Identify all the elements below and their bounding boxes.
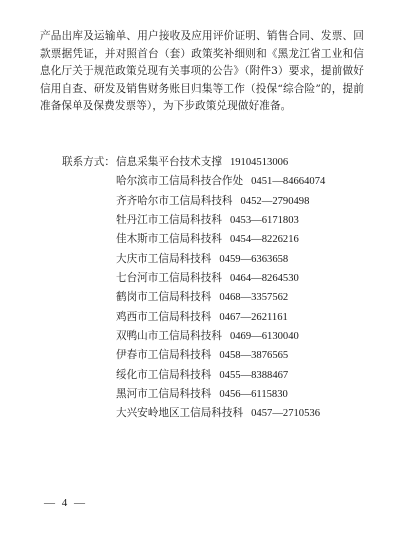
contact-row — [0, 327, 400, 346]
contact-phone: 0459—6363658 — [219, 253, 289, 265]
contact-phone: 0451—84664074 — [251, 176, 326, 188]
contact-phone: 0467—2621161 — [219, 311, 288, 323]
contact-entry — [116, 172, 325, 191]
contact-entry — [116, 346, 288, 365]
contact-row — [0, 404, 400, 423]
contact-org: 伊春市工信局科技科 — [116, 349, 212, 362]
contact-phone: 0454—8226216 — [229, 234, 299, 246]
contact-org: 黑河市工信局科技科 — [116, 388, 212, 401]
contact-row — [0, 192, 400, 211]
contact-row — [0, 153, 400, 172]
contact-entry — [116, 192, 309, 211]
contact-phone: 0455—8388467 — [219, 369, 289, 381]
contact-org: 信息采集平台技术支撑 — [116, 156, 222, 168]
contact-org: 牡丹江市工信局科技科 — [116, 214, 222, 227]
contact-row — [0, 211, 400, 230]
contact-org: 佳木斯市工信局科技科 — [116, 233, 222, 246]
contact-entry — [116, 366, 288, 385]
contact-entry — [116, 250, 288, 269]
contact-list — [0, 153, 400, 424]
contact-phone: 0457—2710536 — [251, 408, 320, 420]
contact-row — [0, 385, 400, 404]
contact-entry — [116, 308, 288, 327]
contact-row — [0, 288, 400, 307]
contact-row — [0, 250, 400, 269]
contact-org: 双鸭山市工信局科技科 — [116, 330, 222, 343]
contact-label: 联系方式： — [62, 156, 115, 168]
contact-org: 大兴安岭地区工信局科技科 — [116, 407, 244, 420]
contact-phone: 0456—6115830 — [219, 389, 288, 401]
contact-row — [0, 308, 400, 327]
contact-phone: 0469—6130040 — [229, 331, 299, 343]
contact-entry — [116, 153, 288, 172]
contact-entry — [116, 385, 288, 404]
contact-entry — [116, 230, 299, 249]
contact-entry — [116, 211, 299, 230]
contact-phone: 19104513006 — [229, 157, 289, 168]
contact-entry — [116, 269, 299, 288]
contact-org: 大庆市工信局科技科 — [116, 252, 212, 265]
contact-row — [0, 346, 400, 365]
contact-row — [0, 366, 400, 385]
contact-org: 齐齐哈尔市工信局科技科 — [116, 194, 233, 207]
contact-org: 哈尔滨市工信局科技合作处 — [116, 175, 244, 188]
body-paragraph: 产品出库及运输单、用户接收及应用评价证明、销售合同、发票、回款票据凭证，并对照首台（套）政策奖补细则和《黑龙江省工业和信息化厅关于规范政策兑现有关事项的公告》（附件3）要求，提前做好信用自查、研发及销售财务账目归集等工作（投保“综合险”的，提前准备保单及保费发票等），为下步政策兑现做好准备。 — [40, 30, 364, 112]
contact-entry — [116, 327, 299, 346]
page-number: — 4 — — [44, 497, 87, 509]
contact-org: 鹤岗市工信局科技科 — [116, 291, 212, 304]
contact-phone: 0468—3357562 — [219, 292, 289, 304]
contact-row — [0, 269, 400, 288]
contact-phone: 0464—8264530 — [229, 273, 299, 285]
contact-row — [0, 172, 400, 191]
contact-org: 七台河市工信局科技科 — [116, 272, 222, 285]
contact-entry — [116, 404, 320, 423]
contact-row — [0, 230, 400, 249]
contact-phone: 0453—6171803 — [229, 215, 299, 227]
contact-phone: 0458—3876565 — [219, 350, 289, 362]
contact-phone: 0452—2790498 — [240, 195, 310, 207]
contact-entry — [116, 288, 288, 307]
contact-org: 绥化市工信局科技科 — [116, 368, 212, 381]
contact-org: 鸡西市工信局科技科 — [116, 310, 212, 323]
